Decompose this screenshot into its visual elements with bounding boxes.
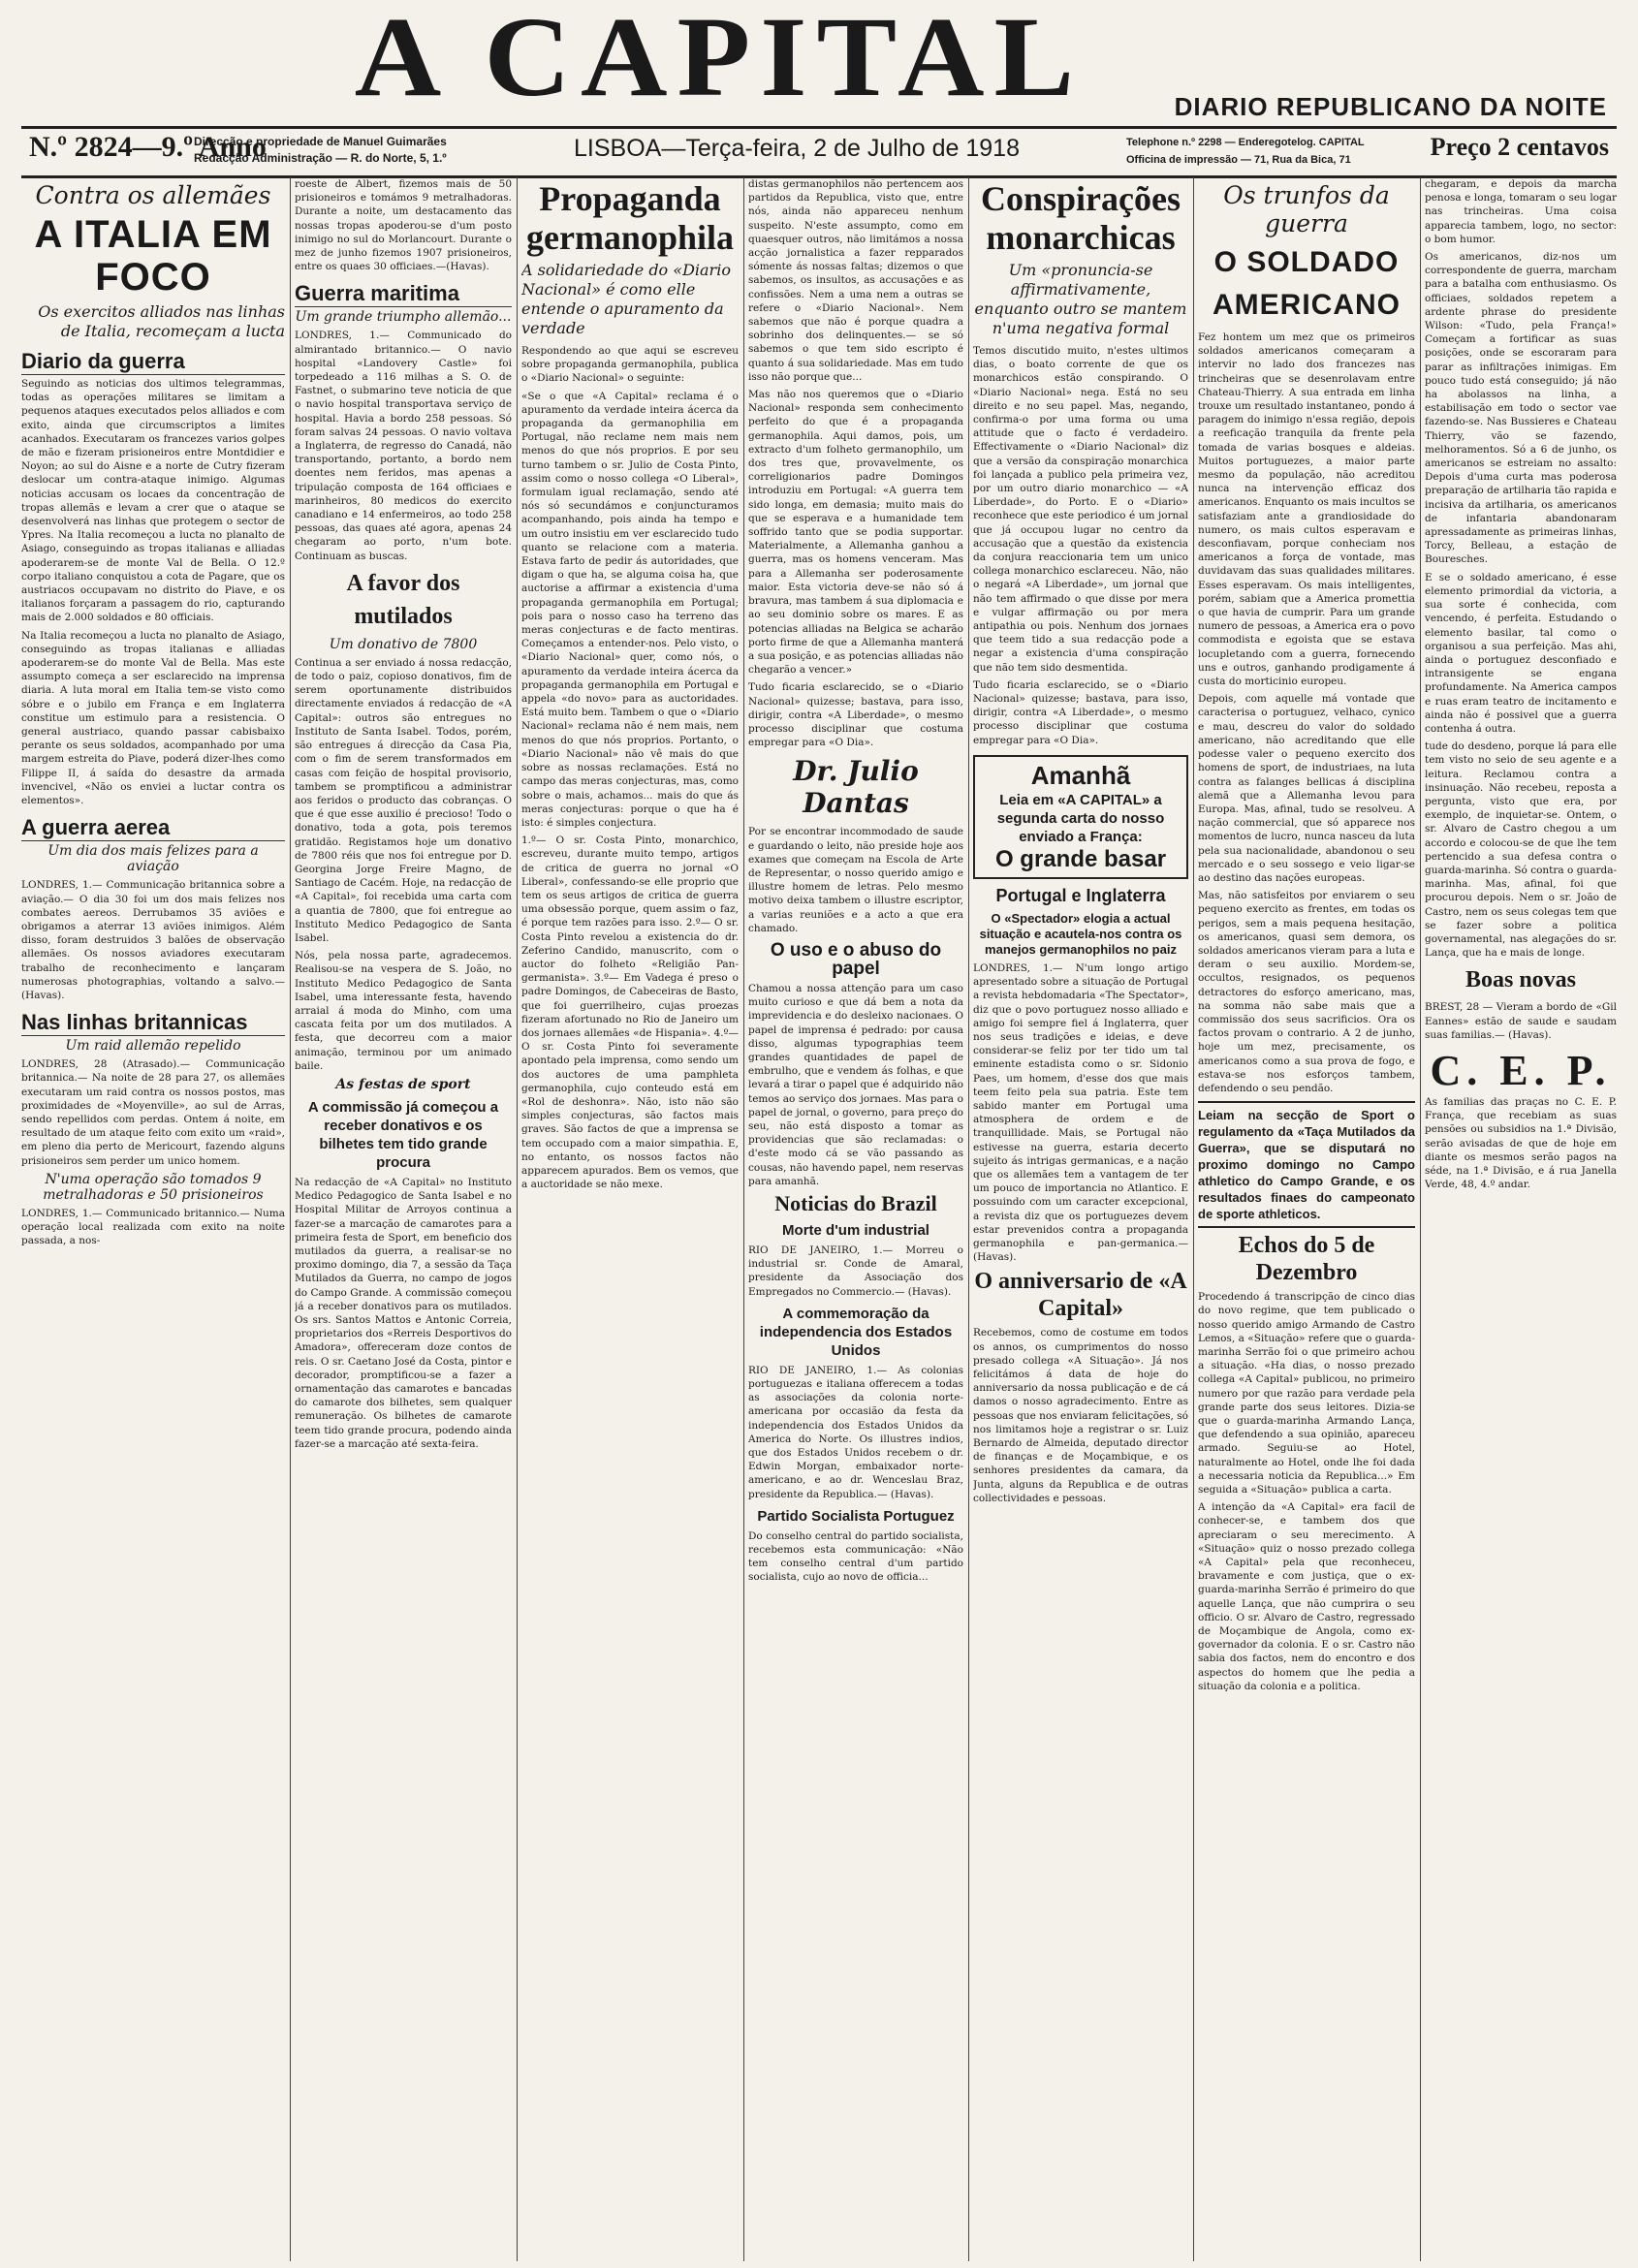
article-body: Na redacção de «A Capital» no Instituto Medico Pedagogico de Santa Isabel e no Hospital Militar de Arroyos continua a fazer-se a marcação de camarotes para a primeira festa de Sport, em beneficio dos mutilados da guerra, a realisar-se no proximo domingo, dia 7, a sessão da Taça Mutilados da Guerra, no campo de jogos do Campo Grande. A commissão começou já a receber donativos para os mutilados. Os srs. Santos Mattos e Antonic Correia, proprietarios dos «Rerreis Desportivos do Amadora», offereceram doze contos de reis. O sr. Caetano José da Costa, pintor e decorador, promptificou-se a fazer a ornamentação das camarotes e bancadas do camarote dos bilhetes, sem qualquer remuneração. Os bilhetes de camarote teem tido grande procura, podendo ainda fazer-se a marcação até sexta-feira.: [295, 1176, 512, 1450]
article-body: LONDRES, 28 (Atrasado).— Communicação britannica.— Na noite de 28 para 27, os allemães executaram um raid contra os nossos postos, mas proximidades de «Moyenville», ao sul de Arras, sendo repellidos com perdas. Ontem á noite, em resultado de um ataque feito com exito um «raid», em pleno dia perto de Mericourt, fazendo alguns prisioneiros sem perder um unico homem.: [21, 1058, 285, 1167]
article-body: «Se o que «A Capital» reclama é o apuramento da verdade inteira ácerca da propaganda da germanophilia em Portugal, não reclame nem mais nem menos do que nós proprios. E por seu turno tambem o sr. Julio de Costa Pinto, assim como o nosso collega «O Liberal», formulam igual reclamação, sendo até nós só secundámos e conjuncturamos acompanhando, pois ainda ha tempo e um outro insistiu em ver esclarecido tudo quanto se relacione com a materia. Estava farto de pedir ás autoridades, que digam o que ha, se alguma coisa ha, que auctorise a affirmar a existencia d'uma propaganda germanophila em Portugal; pois para o nosso caso ha terreno das meras conjecturas e de facto mentiras. Começamos a entender-nos. Pelo visto, o «Diario Nacional» quer, como nós, o apuramento da verdade inteira ácerca da propaganda germanophila em Portugal e appela «do novo» para as auctoridades. Está muito bem. Tambem o que o «Diario Nacional» reclama não é nem mais, nem menos do que nós proprios. Portanto, o «Diario Nacional» não vê mais do que sobre as nossas reclamações. Está no campo das meras conjecturas, mas, como sobre o mais, achamos... mais do que ás meras conjecturas: porque o que ha é isto: é simples conjectura.: [521, 390, 739, 829]
article-body: Do conselho central do partido socialista, recebemos esta communicação: «Não tem conselho central d'um partido socialista, cujo ao novo de officia...: [748, 1529, 963, 1584]
price: Preço 2 centavos: [1430, 133, 1609, 161]
newspaper-subtitle: DIARIO REPUBLICANO DA NOITE: [1174, 92, 1607, 121]
article-headline: O uso e o abuso do papel: [770, 939, 942, 979]
column-4: [748, 177, 963, 2261]
article-deck: Os exercitos alliados nas linhas de Italia, recomeçam a lucta: [38, 302, 285, 340]
contact-info: [1126, 134, 1365, 169]
column-2: [295, 177, 512, 2261]
issue-date: LISBOA—Terça-feira, 2 de Julho de 1918: [574, 135, 1020, 162]
article-headline: C. E. P.: [1430, 1046, 1612, 1094]
direction-info: [194, 134, 447, 167]
article-body: Tudo ficaria esclarecido, se o «Diario Nacional» quizesse; bastava, para isso, dirigir, contra «A Liberdade», o mesmo processo disciplinar que costuma empregar para «O Dia».: [973, 678, 1188, 746]
article-body: RIO DE JANEIRO, 1.— Morreu o industrial sr. Conde de Amaral, presidente da Associação dos Empregados no Commercio.— (Havas).: [748, 1244, 963, 1298]
announcement-title: O grande basar: [994, 845, 1167, 872]
article-headline: A favor dos mutilados: [346, 570, 460, 629]
section-heading: Diario da guerra: [21, 349, 285, 375]
article-body: LONDRES, 1.— Communicado do almirantado britannico.— O navio hospital «Landovery Castle» foi torpedeado a 116 milhas a S. O. de Fastnet, o submarino teve noticia de que o navio hospital transportava serviço de hospital. Havia a bordo 258 pessoas. Só foram salvas 24 pessoas. O navio voltava a Inglaterra, de regresso do Canadá, não transportando, portanto, a bordo nem doentes nem feridos, mas apenas a tripulação composta de 164 officiaes e marinheiros, 80 medicos do exercito canadiano e 14 enfermeiros, ao todo 258 pessoas, das quaes até agora, apenas 24 chegaram ao porto, n'um bote. Continuam as buscas.: [295, 330, 512, 562]
article-deck: Um «pronuncia-se affirmativamente, enquanto outro se mantem n'uma negativa formal: [974, 261, 1187, 337]
article-headline: Boas novas: [1465, 967, 1577, 993]
article-headline: O SOLDADO AMERICANO: [1213, 246, 1401, 321]
article-body: Continua a ser enviado á nossa redacção, de todo o paiz, copioso donativos, fim de serem oportunamente distribuidos directamente enviados á redacção de «A Capital»: outros são entregues no Instituto de Santa Isabel. Todos, porém, são entregues á direcção da Casa Pia, com o fim de serem transformados em casas com feição de hospital provisorio, tambem se promptificou a administrar aos feridos o producto das cobranças. O que é que esse auxilio é precioso! Todo o donativo, toda a gota, pois teremos gratidão. Registamos hoje um donativo de 7800 réis que nos foi entregue por D. Georgina Jorge Freire Magno, de Santiago de Cacém. Hoje, na redacção de «A Capital», foi recebida uma carta com a quantia de 7800, que foi entregue ao Instituto Medico Pedagogico de Santa Isabel.: [295, 656, 512, 944]
section-heading: A guerra aerea: [21, 815, 285, 841]
article-headline: O anniversario de «A Capital»: [974, 1269, 1187, 1322]
column-rule: [743, 177, 744, 2261]
article-body: Os americanos, diz-nos um correspondente de guerra, marcham para a batalha com enthusiasmo. Os officiaes, soldados repetem a ardente phrase do presidente Wilson: «Tudo, pela França!» Começam a fortificar as suas posições, onde se escoraram para parar as infiltrações inimigas. Em pouco tudo está conseguido; já não ha abolassos na linha, a estabilisação em todo o sector vae fazendo-se. Nas Bussieres e Chateau Thierry, vão se fazendo, melhoramentos. Só a 6 de junho, os americanos se estreiam no assalto: Depois d'uma curta mas poderosa preparação de artilharia tão rapida e incisiva da artilharia, os americanos de infantaria abandonaram apressadamente as primeiras linhas, Torcy, Belleau, a estação de Bouresches.: [1425, 251, 1617, 566]
article-kicker: Os trunfos da guerra: [1223, 181, 1390, 237]
column-1: [21, 177, 285, 2261]
article-headline: Propaganda germanophila: [525, 179, 734, 257]
article-body: LONDRES, 1.— Communicação britannica sobre a aviação.— O dia 30 foi um dos mais felizes nos combates aereos. Derrubamos 35 aviões e obrigamos a aterrar 13 aviões inimigos. Além disso, foram destruidos 3 balões de observação allemães. Os nossos aviadores executaram trabalho de reconhecimento e lançaram numerosas photographias, voltando a salvo.— (Havas).: [21, 879, 285, 1001]
article-kicker: Contra os allemães: [35, 181, 271, 209]
column-rule: [517, 177, 518, 2261]
article-body: As familias das praças no C. E. P. França, que recebiam as suas pensões ou subsidios na 1.ª Divisão, serão avisadas de que de hoje em diante os mesmos serão pagos na séde, na 1.ª Divisão, e á rua Janella Verde, 48, 4.º andar.: [1425, 1095, 1617, 1191]
article-body: Seguindo as noticias dos ultimos telegrammas, todas as operações militares se limitam a pequenos ataques executados pelos alliados e com exito, ainda que circumscriptos a limites acanhados. Executaram os francezes varios golpes de mão e fizeram prisioneiros entre Montdidier e Noyon; ao sul do Aisne e a norte de Cutry fizeram deslocar um contra-ataque inimigo. Algumas noticias accusam os locaes da concentração de tropas allemãs e levam a crer que o ataque se desenvolverá nas linhas que protegem o sector de Ypres. Na Italia recomeçou a lucta no planalto de Asiago, conseguindo as tropas italianas e alliadas apoderarem-se de monte Val de Bella. O 12.º corpo italiano conquistou a cota de Pagare, que os austriacos occupavam no distrito do Piave, e os italianos forçaram a passagem do rio, capturando mais de 2.000 soldados e 80 officiais.: [21, 378, 285, 624]
article-body: Nós, pela nossa parte, agradecemos. Realisou-se na vespera de S. João, no Instituto Medico Pedagogico de Santa Isabel, uma interessante festa, havendo arraial á moda do Minho, com uma cascata feita por um dos mutilados. A festa, que decorreu com a maior animação, terminou por um animado baile.: [295, 950, 512, 1072]
column-7: [1425, 177, 1617, 2261]
article-body: Na Italia recomeçou a lucta no planalto de Asiago, conseguindo as tropas italianas e alliadas apoderarem-se do monte Val de Bella. Mas este assumpto começa a ser esclarecido na imprensa diaria. A luta moral em Italia tem-se visto como sóbre e o jubilo em França e em Inglaterra constitue um estimulo para a resistencia. O general austriaco, quando passar cabisbaixo perante os seus soldados, acompanhado por uma margem estreita do Piave, poderá dizer-lhes como Filippe II, á saída do desastre da armada invencivel, «Não os enviei a luctar contra os elementos».: [21, 629, 285, 807]
article-body: Procedendo á transcripção de cinco dias do novo regime, que tem publicado o nosso querido amigo Armando de Castro Lemos, a «Situação» refere que o guarda-marinha Serrão foi o que primeiro achou a situação. «Ha dias, o nosso prezado collega «A Capital» publicou, no primeiro numero por que razão para verdade pela grande parte dos seus leitores. Dizia-se que o guarda-marinha Armando Lança, que defendendo a sua opinião, apareceu armado. Seguiu-se ao Hotel, naturalmente ao Hotel, onde lhe foi dada a necessaria noticia da Republica...» Em seguida a «Situação» publica a carta.: [1198, 1291, 1415, 1496]
section-heading: Nas linhas britannicas: [21, 1010, 285, 1036]
article-headline: Portugal e Inglaterra: [995, 885, 1166, 905]
article-headline: Dr. Julio Dantas: [793, 755, 919, 820]
column-3: [521, 177, 739, 2261]
article-body: chegaram, e depois da marcha penosa e longa, tomaram o seu logar nas trincheiras. Uma coisa apparecia tambem, logo, no sector: o bom humor.: [1425, 178, 1617, 245]
direction-owner: Direcção e propriedade de Manuel Guimarães: [194, 135, 447, 148]
article-subheading: Um donativo de 7800: [329, 636, 478, 652]
column-5: [973, 177, 1188, 2261]
article-body: distas germanophilos não pertencem aos partidos da Republica, visto que, entre nós, ainda não appareceu nenhum suspeito. N'este assumpto, como em quaesquer outros, não limitámos a nossa acção jornalistica a fazer repparados sómente ás nossas faltas; dizemos o que sabemos, os insultos, as accusações e as confissões. Nem a uma nem a outras se refere o «Diario Nacional». Nem sabemos que não é porque quadra a sobrinho dos delinquentes.— se só sabemos o que tem sido escripto é quanto á sua solidariedade. Mas em tudo isso não porque que...: [748, 178, 963, 383]
article-body: Depois, com aquelle má vontade que caracterisa o portuguez, velhaco, cynico e mau, descreu do valor do soldado americano, não acreditando que elle podesse valer o pequeno exercito dos homens de sport, de industriaes, na luta contra as falanges bellicas á disciplina alemã que a Allemanha levou para Europa. Mas, afinal, tudo se resolveu. A nação commercial, que só apparece nos momentos de lucro, nunca nasceu da luta pela sua nacionalidade, abandonou o seu mercado e o seu sossego e veio ligar-se ao destino das nações europeas.: [1198, 693, 1415, 884]
article-body: A intenção da «A Capital» era facil de conhecer-se, e tambem dos que apreciaram o seu merecimento. A «Situação» quiz o nosso prezado collega «A Capital» pela que reconheceu, bravamente e com justiça, que o ex-guarda-marinha Serrão é primeiro do que aquelle Lança, que não cumprira o seu officio. O sr. Alvaro de Castro, regressado de Moçambique de Angola, como ex-governador da colonia. E o sr. Castro não sabia dos factos, nem do encontro e dos aspectos do homem que lhe pedia a situação da colonia e a politica.: [1198, 1501, 1415, 1692]
newspaper-title: A CAPITAL: [354, 0, 1085, 120]
article-deck: O «Spectador» elogia a actual situação e acautela-nos contra os manejos germanophilos no paiz: [979, 910, 1182, 957]
article-body: Respondendo ao que aqui se escreveu sobre propaganda germanophila, publica o «Diario Nacional» o seguinte:: [521, 345, 739, 385]
column-rule: [1420, 177, 1421, 2261]
article-body: LONDRES, 1.— N'um longo artigo apresentado sobre a situação de Portugal a revista hebdomadaria «The Spectator», diz que o povo portuguez nosso alliado e amigo foi sempre fiel á Inglaterra, quer nos seus tradições e ideias, e deve considerar-se feliz por ter tido um tal eminente estadista como o sr. Sidonio Paes, um homem, d'esse dos que mais teem feito pela sua patria. Este tem sabido manter em Portugal uma atmosphera de ordem e de tranquillidade. Mais, se Portugal não estivesse na guerra, estaria decerto sujeito ás intrigas germanicas, e a nação que os allemães tem a vantagem de ter um pouco de importancia no Atlantico. E possuindo com um caracter excepcional, a revista diz que os portuguezes devem estar prevenidos contra a propaganda germanophila e pan-germanica.—(Havas).: [973, 961, 1188, 1264]
announcement-heading: Amanhã: [1030, 760, 1131, 790]
article-body: BREST, 28 — Vieram a bordo de «Gil Eannes» estão de saude e saudam suas familias.— (Havas).: [1425, 1001, 1617, 1041]
article-subheading: Um grande triumpho allemão...: [295, 309, 512, 326]
telephone: Telephone n.º 2298 — Enderegotelog. CAPITAL: [1126, 137, 1365, 148]
article-headline: Noticias do Brazil: [774, 1191, 937, 1215]
section-heading: Guerra maritima: [295, 281, 512, 307]
article-body: Tudo ficaria esclarecido, se o «Diario Nacional» quizesse; bastava, para isso, dirigir, contra «A Liberdade», o mesmo processo disciplinar que costuma empregar para «O Dia».: [748, 681, 963, 749]
article-body: Mas, não satisfeitos por enviarem o seu pequeno exercito as frentes, em todas os perigos, sem a mais pequena hesitação, os americanos, quasi sem demora, os soldados americanos vieram para a luta e deram o seu auxilio. Mordem-se, occultos, resignados, os pequenos detractores do esforço americano, mas, na somma não sabe mais que a commissão dos seus sacrificios. Ora os factos provam o contrario. A 2 de junho, hoje um mez, precisamente, os americanos como a sua prova de fogo, e estava-se nos esforços tambem, defendendo o seu pendão.: [1198, 890, 1415, 1094]
article-body: 1.º— O sr. Costa Pinto, monarchico, escreveu, durante muito tempo, artigos de critica de guerra no jornal «O Liberal», confessando-se elle proprio que tem os seus artigos de critica de guerra uma obsessão porque, quem assim o faz, é porque tem razões para isso. 2.º— O sr. Costa Pinto revelou a existencia do dr. Zeferino Candido, manuscrito, com o auctor do folheto «Religião Pan-germanista». 3.º— Em Vadega é preso o padre Domingos, de Cabeceiras de Basto, que foi guerrilheiro, cujas proezas fizeram afortunado no Rio de Janeiro um dos jornaes allemães «de Hispania». 4.º— O sr. Costa Pinto foi severamente apontado pela imprensa, como sendo um dos auctores de uma pamphleta germanophila, cujo conteudo está em «Rol de deshonra». Não, isto não são simples conjecturas, são factos mais graves. São factos de que a imprensa se tem occupado com a maior simpathia. E, no entanto, os nossos factos não apparecem apurados. Bem os vemos, que a auctoridade se não mexe.: [521, 835, 739, 1191]
article-deck: A solidariedade do «Diario Nacional» é como elle entende o apuramento da verdade: [521, 261, 731, 337]
article-body: LONDRES, 1.— Communicado britannico.— Numa operação local realizada com exito na noite passada, a nos-: [21, 1207, 285, 1247]
article-body: RIO DE JANEIRO, 1.— As colonias portuguezas e italiana offerecem a todas as associações da colonia norte-americana por occasião da festa da independencia dos Estados Unidos da America do Norte. Os illustres indios, que dos Estados Unidos recebem o dr. Edwin Morgan, embaixador norte-americano, e ao dr. Wenceslau Braz, presidente da Republica.— (Havas).: [748, 1364, 963, 1500]
article-subheading: Um dia dos mais felizes para a aviação: [47, 843, 259, 875]
article-body: Fez hontem um mez que os primeiros soldados americanos começaram a intervir no lado dos francezes nas trincheiras que se desenrolavam entre Chateau-Thierry. A sua entrada em linha trouxe um resultado instantaneo, pondo á paragem do inimigo n'essa região, depois a reeficação tranquila da frente pela tomada de varias bosques e aldeias. Muitos portuguezes, a maior parte mesmo da população, não acreditou nunca na intervenção efficaz dos americanos. Enquanto os mais incultos se satisfaziam ante a grandiosidade do numero, os mais cultos esperavam e desconfiavam, porque conheciam nos americanos a força de vontade, mas duvidavam das suas qualidades militares. Esses esperavam. Os mais intelligentes, porém, sabiam que a America promettia o que havia de cumprir. Para um grande numero de pessoas, a America era o povo commodista e egoista que se estava locupletando com a guerra, fornecendo uns e outros, ganhando prodigamente á custa do morticinio europeu.: [1198, 331, 1415, 688]
printing-office: Officina de impressão — 71, Rua da Bica, 71: [1126, 154, 1351, 166]
column-6: [1198, 177, 1415, 2261]
column-rule: [1193, 177, 1194, 2261]
article-body: Chamou a nossa attenção para um caso muito curioso e que dá bem a nota da imprevidencia e do desleixo nacionaes. O papel de imprensa é pedrado: por causa disso, algumas typographias teem grandes quantidades de papel de embrulho, que e vendem ás folhas, e que levará a tirar o papel que é adquirido não temos ao serviço dos jornaes. Mas para o papel de jornal, o governo, para preço do seu, não está disposto a tomar as providencias que são reclamadas: o d'este modo cá se vão passando as cousas, não havendo papel, nem reservas para amanhã.: [748, 982, 963, 1187]
column-rule: [968, 177, 969, 2261]
column-rule: [290, 177, 291, 2261]
article-subheading: Morte d'um industrial: [782, 1222, 929, 1239]
article-headline: Conspirações monarchicas: [981, 179, 1181, 257]
issue-number: N.º 2824—9.º Anno: [29, 131, 267, 163]
article-subheading: As festas de sport: [335, 1076, 471, 1092]
announcement-text: Leia em «A CAPITAL» a segunda carta do nosso enviado a França:: [996, 791, 1165, 845]
article-headline: A ITALIA EM FOCO: [34, 213, 272, 299]
article-subheading: N'uma operação são tomados 9 metralhadoras e 50 prisioneiros: [43, 1171, 264, 1203]
announcement-box: [973, 755, 1188, 879]
article-subheading: Um raid allemão repelido: [65, 1038, 241, 1055]
article-subheading: Partido Socialista Portuguez: [757, 1507, 955, 1525]
article-body: E se o soldado americano, é esse elemento primordial da victoria, a sua sorte é conhecida, com vencendo, é perfeita. Estudando o elemento basilar, tal como o organisou a sua perfeição. Mas ahi, ainda o portuguez desconfiado e intransigente se engana profundamente. Na America campos e ruas eram teatro de incitamento e ainda não é possivel que a guerra contenha á outra.: [1425, 571, 1617, 735]
article-body: tude do desdeno, porque lá para elle tem visto no seio de seu agente e a leitura. Reclamou contra a insinuação. Não recebeu, reposta a pergunta, visto que era, por exemplo, de inquietar-se. Ontem, o sr. Alvaro de Castro chegou a um accordo e colocou-se de que lhe tem pertencido a sua defesa contra o guarda-marinha. Só contra o guarda-marinha. Mas, afinal, foi que procurou depois. Nem o sr. João de Castro, nem os seus colegas tem que se fazer sobre a politica governamental, nas alegações do sr. Lança, que ha e mais de longe.: [1425, 740, 1617, 960]
masthead-infobar: [21, 126, 1617, 178]
article-body: Temos discutido muito, n'estes ultimos dias, o boato corrente de que os monarchicos estão conspirando. O «Diario Nacional» nega. Está no seu direito e no seu papel. Mas, negando, confirma-o por uma forma ou uma attitude que o facto é verdadeiro. Effectivamente o «Diario Nacional» diz que a versão da conspiração monarchica foi lançada a publico pela primeira vez, por um outro diario monarchico — «A Liberdade», do Porto. E o «Diario» reconhece que este periodico é um jornal que já occupou lugar no centro da accusação que a questão da existencia da conjura reaccionaria tem um unico collega monarchico esclareceu. Não, não o negará «A Liberdade», um jornal que não tem affirmado o que disse por mera e vulgar affirmação ou por mera antipathia ou pois. Nenhum dos jornaes que teem tido a sua redacção pode a negar a existencia d'uma conspiração que não tem sido desmentida.: [973, 345, 1188, 674]
article-subheading: A commemoração da independencia dos Estados Unidos: [759, 1305, 953, 1359]
article-deck: A commissão já começou a receber donativos e os bilhetes tem tido grande procura: [307, 1098, 499, 1171]
newspaper-page: [21, 0, 1617, 2268]
article-body: Mas não nos queremos que o «Diario Nacional» responda sem conhecimento perfeito do que é a propaganda germanophila. Aqui damos, pois, um extracto d'um folheto germanophilo, um dos tres que, provavelmente, os correligionarios padre Domingos introduziu em Portugal: «A guerra tem sido longa, em demasia; muito mais do que se esperava e a humanidade tem soffrido tanto que se podia supportar. Materialmente, a Allemanha ganhou a guerra, mas os homens venceram. Mas para a Allemanha ser poderosamente maior. Esta victoria deve-se não só á bravura, mas tambem á sua diplomacia e ao seu dominio sobre os mares. E as potencias alliadas na Belgica se acharão porto firme de que a Allemanha manterá a sua posição, e as potencias alliadas não chegarão a vencer.»: [748, 389, 963, 677]
direction-address: Redacção Administração — R. do Norte, 5, 1.º: [194, 151, 447, 165]
article-body: Por se encontrar incommodado de saude e guardando o leito, não preside hoje aos exames que começam na Escola de Arte de Representar, o nosso querido amigo e illustre homem de letras. Pelo mesmo motivo deixa tambem o illustre escriptor, a varias reuniões e a acto a que era chamado.: [748, 826, 963, 934]
article-body: roeste de Albert, fizemos mais de 50 prisioneiros e tomámos 9 metralhadoras. Durante a noite, um destacamento das nossas tropas apoderou-se d'um posto inimigo no sul do Morlancourt. Durante o mez de junho fizemos 1907 prisioneiros, entre os quaes 30 officiaes.—(Havas).: [295, 178, 512, 273]
article-headline: Echos do 5 de Dezembro: [1238, 1233, 1375, 1286]
article-body: Recebemos, como de costume em todos os annos, os cumprimentos do nosso presado collega «A Situação». Já nos felicitámos á data de hoje do anniversario da nossa publicação e de cá damos o nosso agradecimento. Entre as pessoas que nos enviaram felicitações, só nos limitamos hoje a registrar o sr. Luiz Bernardo de Almeida, deputado director de finanças e de Moçambique, e os senhores presidentes da camara, da Junta, alguns da Republica e de outras collectividades e pessoas.: [973, 1327, 1188, 1504]
sport-notice: Leiam na secção de Sport o regulamento da «Taça Mutilados da Guerra», que se disputará no proximo domingo no Campo athletico do Campo Grande, e os resultados finaes do campeonato de sporte athleticos.: [1198, 1101, 1415, 1228]
